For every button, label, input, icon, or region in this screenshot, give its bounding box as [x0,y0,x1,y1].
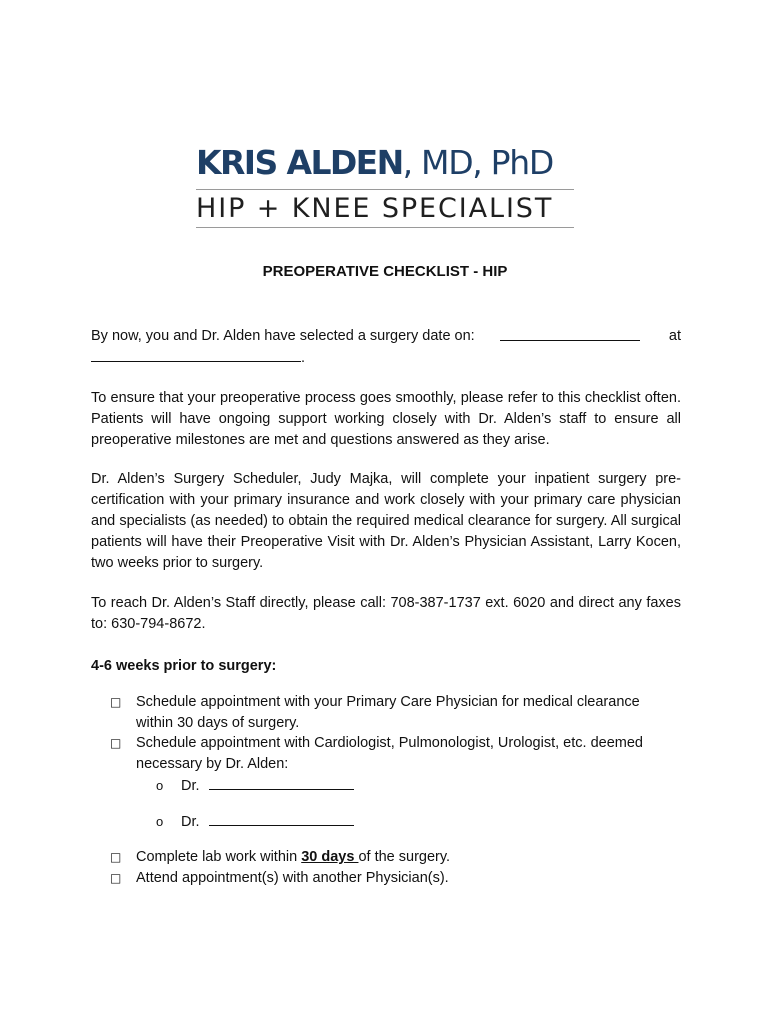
section-heading: 4-6 weeks prior to surgery: [91,658,277,674]
specialist-doctor-line-1 [156,775,354,797]
intro-at-text: at [668,328,681,344]
checklist-item-primary-care [110,692,670,734]
letterhead-logo [196,143,574,228]
checkbox-icon[interactable]: □ [110,695,122,709]
checkbox-icon[interactable]: □ [110,850,122,864]
surgery-date-blank [500,326,640,341]
contact-paragraph: To reach Dr. Alden’s Staff directly, please call: 708-387-1737 ext. 6020 and direct any faxes to: 630-794-8672. [91,595,681,632]
circle-bullet-icon: o [156,778,164,793]
checklist-item-other-physician [110,868,670,889]
checklist-item-lab-work [110,847,670,868]
intro-text: By now, you and Dr. Alden have selected a surgery date on: [91,328,475,344]
doctor-credentials: , MD, PhD [402,143,554,182]
doctor-label: Dr. [181,778,200,794]
doctor-name-blank[interactable] [209,775,354,790]
surgery-time-blank [91,347,301,362]
intro-line-1 [91,326,681,347]
checklist-item-text [136,847,670,868]
lab-text-after: of the surgery. [358,849,451,865]
checklist-item-text: Attend appointment(s) with another Physician(s). [136,870,449,886]
checkbox-icon[interactable]: □ [110,736,122,750]
intro-period: . [301,350,306,366]
doctor-name: KRIS ALDEN [196,143,403,182]
logo-name-line [196,143,574,183]
doctor-label: Dr. [181,814,200,830]
circle-bullet-icon: o [156,814,164,829]
intro-paragraph [91,326,681,369]
scheduler-paragraph: Dr. Alden’s Surgery Scheduler, Judy Majka, will complete your inpatient surgery pre-certification with your primary insurance and work closely with your primary care physician and specialists (as needed) to obtain the required medical clearance for surgery. All surgical patients will have their Preoperative Visit with Dr. Alden’s Physician Assistant, Larry Kocen, two weeks prior to surgery. [91,471,681,571]
intro-line-2 [91,347,681,369]
checklist-guidance-paragraph: To ensure that your preoperative process goes smoothly, please refer to this checklist often. Patients will have ongoing support working closely with Dr. Alden’s staff to ensure all preoperative milestones are met and questions answered as they arise. [91,390,681,448]
specialist-doctor-line-2 [156,811,354,833]
logo-divider-bottom [196,227,574,228]
checklist-item-text: Schedule appointment with Cardiologist, Pulmonologist, Urologist, etc. deemed necessary by Dr. Alden: [136,735,643,772]
checklist-item-text: Schedule appointment with your Primary Care Physician for medical clearance within 30 days of surgery. [136,694,640,731]
doctor-name-blank[interactable] [209,811,354,826]
lab-days-emphasis: 30 days [301,849,359,865]
document-title: PREOPERATIVE CHECKLIST - HIP [262,263,508,280]
checklist-item-specialists [110,733,670,775]
lab-text-before: Complete lab work within [136,849,302,865]
checkbox-icon[interactable]: □ [110,871,122,885]
doctor-specialty: HIP + KNEE SPECIALIST [196,193,554,224]
